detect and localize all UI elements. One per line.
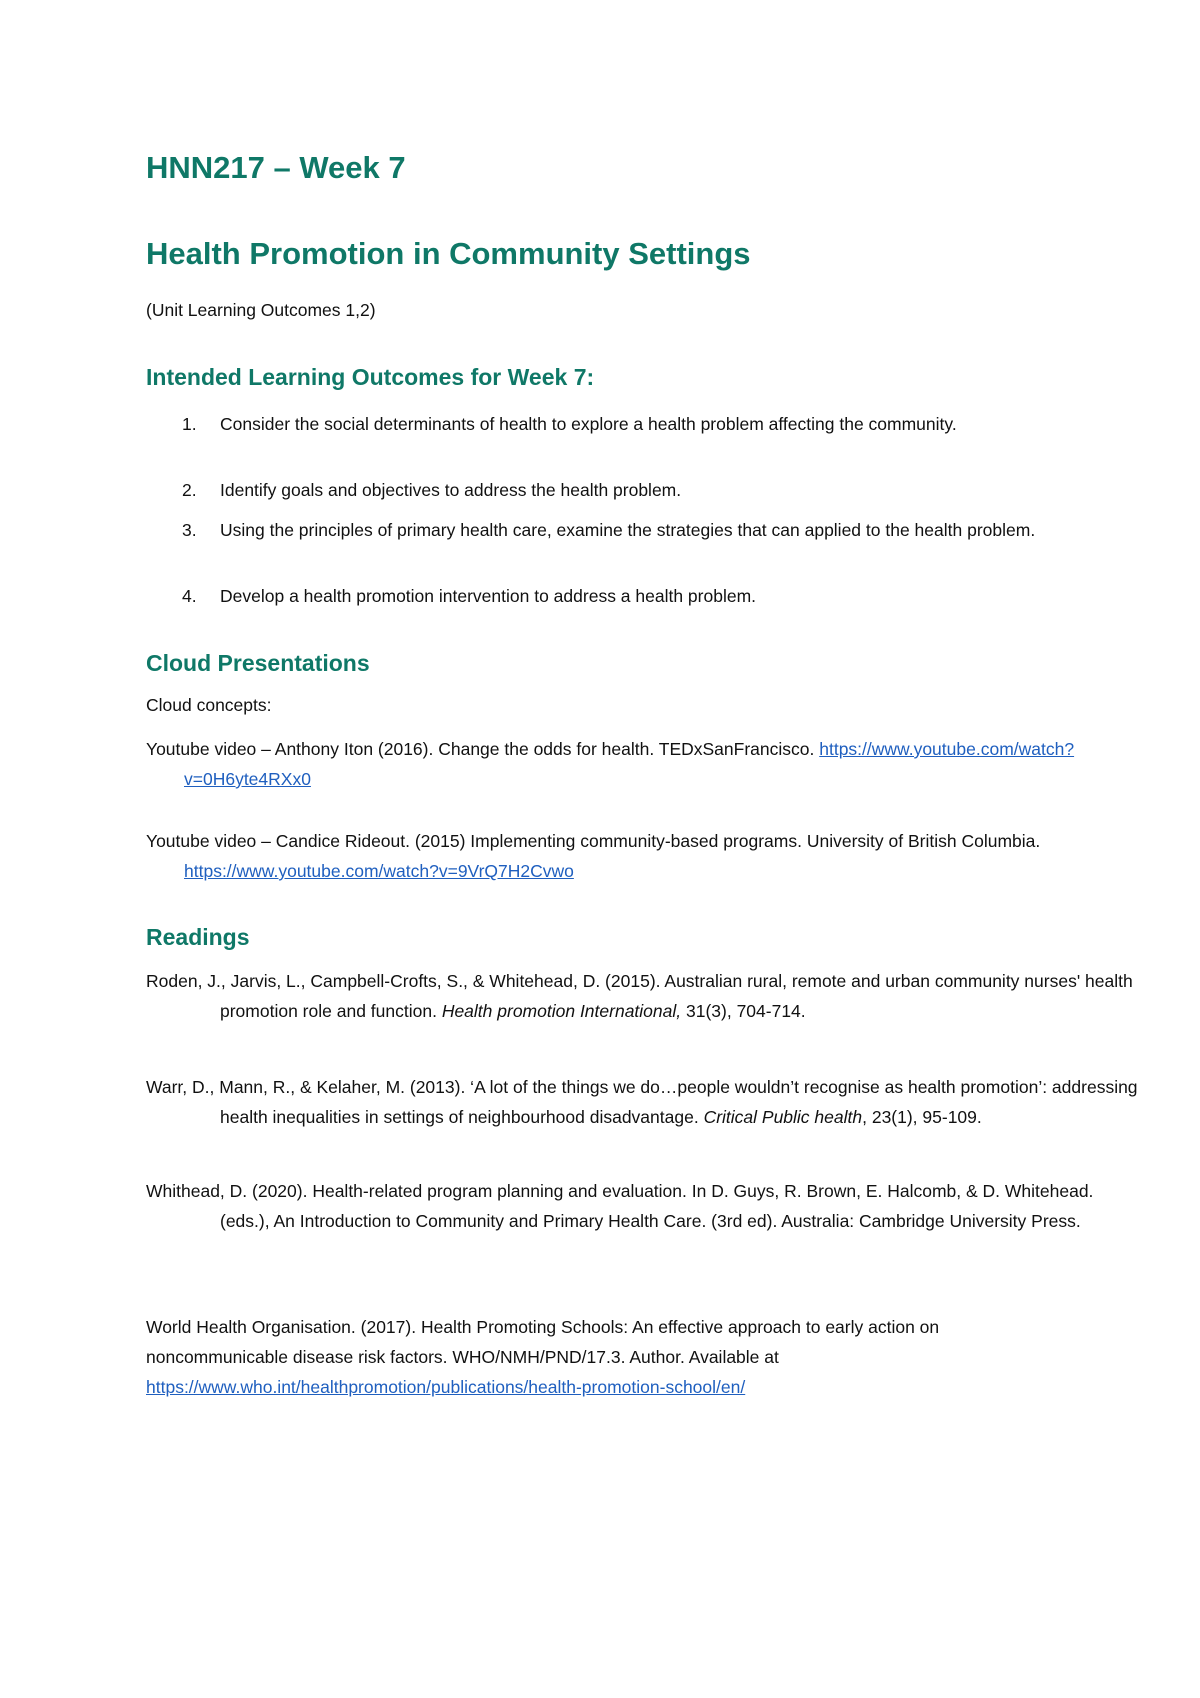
cloud-presentations-heading: Cloud Presentations (146, 650, 370, 676)
cloud-concepts-label: Cloud concepts: (146, 695, 272, 715)
page-title: HNN217 – Week 7 (146, 150, 406, 185)
video-reference-1 (146, 734, 1104, 794)
who-link[interactable]: https://www.who.int/healthpromotion/publications/health-promotion-school/en/ (146, 1377, 746, 1397)
video-link-2[interactable]: https://www.youtube.com/watch?v=9VrQ7H2Cvwo (184, 861, 574, 881)
list-text: Develop a health promotion intervention to address a health problem. (220, 586, 757, 606)
video-reference-text: Youtube video – Anthony Iton (2016). Change the odds for health. TEDxSanFrancisco. (146, 739, 815, 759)
list-item (146, 410, 1066, 438)
reference-text: 31(3), 704-714. (681, 1001, 806, 1021)
list-number: 4. (182, 586, 197, 606)
journal-title: Critical Public health (703, 1107, 863, 1127)
reference-text: Roden, J., Jarvis, L., Campbell-Crofts, S., & Whitehead, D. (2015). Australian rural, remote and urban community nurses' health promotion role and function. (146, 971, 1133, 1021)
reading-reference-3: Whithead, D. (2020). Health-related program planning and evaluation. In D. Guys, R. Brown, E. Halcomb, & D. Whitehead. (eds.), An Introduction to Community and Primary Health Care. (3rd ed). Australia: Cambridge University Press. (146, 1181, 1094, 1231)
reading-reference-4 (146, 1312, 1066, 1402)
intended-outcomes-heading: Intended Learning Outcomes for Week 7: (146, 364, 595, 390)
page-subtitle: Health Promotion in Community Settings (146, 236, 751, 271)
reading-reference-1 (146, 966, 1140, 1026)
list-item (146, 476, 1066, 504)
video-reference-text: Youtube video – Candice Rideout. (2015) Implementing community-based programs. University of British Columbia. (146, 831, 1041, 851)
reference-text: Warr, D., Mann, R., & Kelaher, M. (2013). ‘A lot of the things we do…people wouldn’t recognise as health promotion’: addressing health inequalities in settings of neighbourhood disadvantage. (146, 1077, 1138, 1127)
list-number: 2. (182, 480, 197, 500)
reference-text: , 23(1), 95-109. (862, 1107, 982, 1127)
list-item (146, 582, 1066, 610)
list-item (146, 516, 1066, 544)
journal-title: Health promotion International, (441, 1001, 682, 1021)
reading-reference-2 (146, 1072, 1140, 1132)
list-text: Using the principles of primary health care, examine the strategies that can applied to the health problem. (220, 520, 1036, 540)
list-number: 1. (182, 414, 197, 434)
readings-heading: Readings (146, 924, 250, 950)
list-text: Identify goals and objectives to address the health problem. (220, 480, 682, 500)
reference-text: World Health Organisation. (2017). Health Promoting Schools: An effective approach to early action on noncommunicable disease risk factors. WHO/NMH/PND/17.3. Author. Available at (146, 1317, 940, 1367)
video-reference-2 (146, 826, 1104, 886)
unit-outcomes: (Unit Learning Outcomes 1,2) (146, 300, 376, 320)
list-text: Consider the social determinants of health to explore a health problem affecting the community. (220, 414, 957, 434)
list-number: 3. (182, 520, 197, 540)
video-link-1[interactable]: https://www.youtube.com/watch?v=0H6yte4RXx0 (184, 739, 1075, 789)
